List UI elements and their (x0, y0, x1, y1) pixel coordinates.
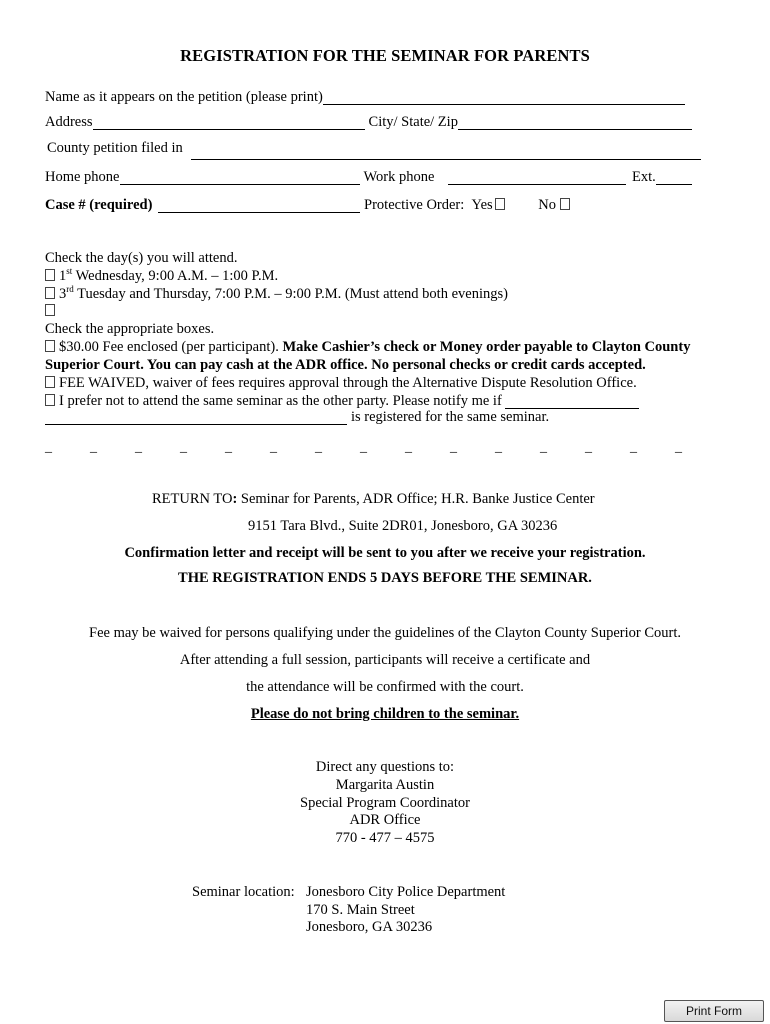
return-line-2: 9151 Tara Blvd., Suite 2DR01, Jonesboro, GA 30236 (248, 518, 558, 534)
fee-waived-checkbox[interactable] (45, 376, 55, 388)
cut-dash: _ (45, 440, 52, 455)
cut-dash: _ (225, 440, 232, 455)
cut-dash: _ (630, 440, 637, 455)
case-label: Case # (required) (45, 197, 153, 213)
day-option-2-num: 3 (59, 286, 67, 302)
return-row (152, 490, 595, 508)
cut-dash: _ (270, 440, 277, 455)
info-line-2: After attending a full session, participants will receive a certificate and (179, 652, 591, 668)
day-option-2-checkbox[interactable] (45, 287, 55, 299)
return-line-1: Seminar for Parents, ADR Office; H.R. Banke Justice Center (237, 491, 595, 507)
fee-payment-note-2: Superior Court. You can pay cash at the ADR office. No personal checks or credit cards accepted. (45, 357, 646, 373)
case-row (45, 196, 574, 214)
home-phone-field[interactable] (120, 170, 360, 185)
return-label: RETURN TO (152, 491, 233, 507)
work-phone-label: Work phone (363, 169, 435, 185)
deadline-text: THE REGISTRATION ENDS 5 DAYS BEFORE THE SEMINAR. (178, 570, 592, 586)
city-state-zip-field[interactable] (458, 115, 692, 130)
days-heading: Check the day(s) you will attend. (45, 250, 238, 266)
other-party-field[interactable] (505, 394, 639, 409)
case-number-field[interactable] (158, 198, 360, 213)
day-option-3 (45, 302, 59, 320)
cut-dash: _ (405, 440, 412, 455)
address-label: Address (45, 114, 93, 130)
other-party-name-field[interactable] (45, 410, 347, 425)
info-line-1: Fee may be waived for persons qualifying under the guidelines of the Clayton County Superior Court. (89, 625, 681, 641)
name-label: Name as it appears on the petition (please print) (45, 89, 323, 105)
day-option-2 (45, 285, 508, 303)
cut-dash: _ (675, 440, 682, 455)
cut-dash: _ (495, 440, 502, 455)
contact-name: Margarita Austin (335, 777, 435, 793)
info-line-3: the attendance will be confirmed with the court. (246, 679, 524, 695)
confirmation-text: Confirmation letter and receipt will be sent to you after we receive your registration. (124, 545, 646, 561)
separate-seminar-checkbox[interactable] (45, 394, 55, 406)
day-option-2-text: Tuesday and Thursday, 7:00 P.M. – 9:00 P.M. (Must attend both evenings) (73, 286, 508, 302)
return-colon: : (232, 491, 238, 507)
fee-enclosed-checkbox[interactable] (45, 340, 55, 352)
cut-dash: _ (90, 440, 97, 455)
registered-row (45, 408, 549, 426)
fee-row (45, 338, 690, 356)
location-line-2: 170 S. Main Street (306, 902, 415, 918)
ext-row (632, 168, 692, 186)
protective-no-checkbox[interactable] (560, 198, 570, 210)
protective-yes-checkbox[interactable] (495, 198, 505, 210)
separate-text: I prefer not to attend the same seminar as the other party. Please notify me if (59, 393, 502, 409)
day-option-1-text: Wednesday, 9:00 A.M. – 1:00 P.M. (72, 268, 279, 284)
cut-dash: _ (360, 440, 367, 455)
yes-label: Yes (471, 197, 493, 213)
waived-text: FEE WAIVED, waiver of fees requires approval through the Alternative Dispute Resolution Office. (59, 375, 637, 391)
no-children-notice: Please do not bring children to the seminar. (250, 706, 520, 722)
cut-dash: _ (450, 440, 457, 455)
day-option-3-checkbox[interactable] (45, 304, 55, 316)
boxes-heading: Check the appropriate boxes. (45, 321, 215, 337)
day-option-1 (45, 267, 278, 285)
work-phone-field[interactable] (448, 170, 626, 185)
home-phone-label: Home phone (45, 169, 120, 185)
cut-dash: _ (585, 440, 592, 455)
address-field[interactable] (93, 115, 365, 130)
contact-title: Special Program Coordinator (300, 795, 470, 811)
registered-text: is registered for the same seminar. (351, 409, 550, 425)
print-form-button[interactable]: Print Form (664, 1000, 764, 1022)
phone-row (45, 168, 434, 186)
contact-office: ADR Office (349, 812, 421, 828)
fee-payment-note: Make Cashier’s check or Money order payable to Clayton County (282, 339, 691, 355)
no-label: No (538, 197, 557, 213)
location-label: Seminar location: (192, 884, 295, 900)
name-field[interactable] (323, 90, 685, 105)
county-field[interactable] (191, 145, 701, 160)
day-option-1-checkbox[interactable] (45, 269, 55, 281)
cut-dash: _ (540, 440, 547, 455)
cut-dash: _ (135, 440, 142, 455)
contact-phone: 770 - 477 – 4575 (335, 830, 435, 846)
cut-dash: _ (315, 440, 322, 455)
city-label: City/ State/ Zip (368, 114, 458, 130)
county-row (47, 139, 183, 157)
day-option-2-sup: rd (66, 284, 74, 295)
county-label: County petition filed in (47, 140, 183, 156)
address-row (45, 113, 692, 131)
day-option-1-sup: st (66, 266, 73, 277)
protective-order-label: Protective Order: (364, 197, 465, 213)
name-row (45, 88, 685, 106)
fee-text: $30.00 Fee enclosed (per participant). (59, 339, 283, 355)
day-option-1-num: 1 (59, 268, 67, 284)
ext-label: Ext. (632, 169, 656, 185)
contact-heading: Direct any questions to: (315, 759, 455, 775)
location-line-3: Jonesboro, GA 30236 (306, 919, 433, 935)
form-title: REGISTRATION FOR THE SEMINAR FOR PARENTS (180, 46, 590, 65)
location-line-1: Jonesboro City Police Department (306, 884, 506, 900)
cut-dash: _ (180, 440, 187, 455)
ext-field[interactable] (656, 170, 692, 185)
waived-row (45, 374, 637, 392)
